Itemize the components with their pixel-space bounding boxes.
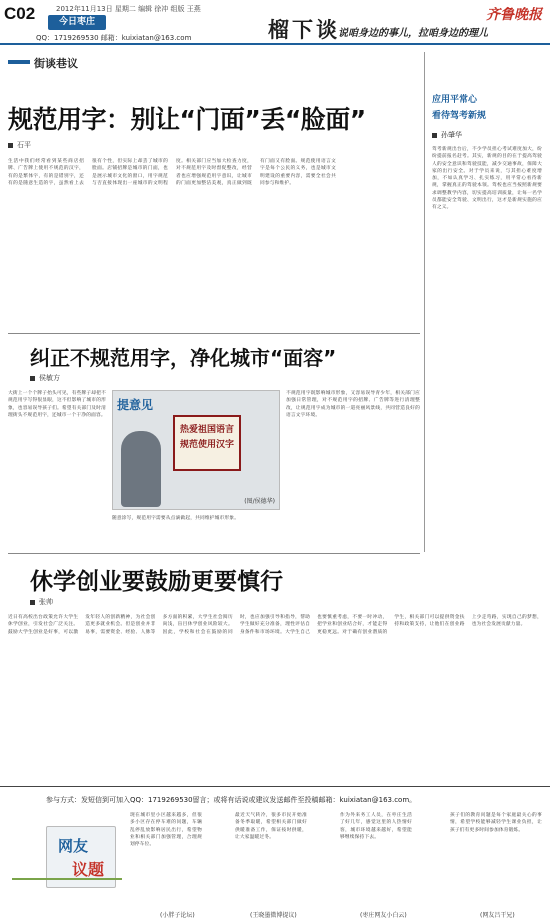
article3-author: 张帅 bbox=[39, 598, 53, 606]
contact-info: QQ：1719269530 邮箱：kuixiatan@163.com bbox=[36, 34, 192, 42]
article3-byline bbox=[30, 597, 53, 607]
column-title: 榴下谈 bbox=[268, 17, 340, 42]
forum-badge-line1: 网友 bbox=[58, 837, 89, 855]
issue-meta: 2012年11月13日 星期二 编辑 徐冲 组版 王燕 bbox=[56, 5, 201, 13]
grass-decoration bbox=[12, 878, 122, 892]
sidebar-headline bbox=[432, 92, 486, 124]
article2-body-left: 大街上一个个牌子抬头可见，有些牌子却把不规范用字写得很显眼，这不但影响了城市的形象，也容易误导孩子们。希望有关部门及时清理街头不规范用字，还城市一个干净的面容。 bbox=[8, 391, 106, 418]
bullet-icon bbox=[432, 133, 437, 138]
sidebar-author: 孙肇华 bbox=[441, 131, 462, 139]
divider bbox=[0, 786, 550, 787]
sidebar-headline-line1: 应用平常心 bbox=[432, 95, 478, 105]
forum-signature: (小胖子论坛) bbox=[160, 912, 195, 919]
divider bbox=[8, 333, 420, 334]
forum-signature: (网友吕干兄) bbox=[480, 912, 515, 919]
article2-byline bbox=[30, 373, 60, 383]
page-header bbox=[0, 0, 550, 46]
article3-headline: 休学创业要鼓励更要慎行 bbox=[30, 569, 283, 595]
section-label-bar bbox=[8, 60, 30, 64]
article1-author: 石平 bbox=[17, 141, 31, 149]
forum-post: 现在城市里小区越来越多，但很多小区存在停车难的问题，车辆乱停乱放影响居民出行，希望物业和相关部门加强管理，合理规划停车位。 bbox=[130, 813, 202, 848]
divider bbox=[8, 553, 420, 554]
sidebar-body: 驾考新规出台后，不少学员担心考试难度加大，纷纷提前报名赶考。其实，新规的目的在于提高驾驶人的安全意识和驾驶技能，减少交通事故，保障大家的出行安全。对于学员来说，与其担心难度增加，不如认真学习、扎实练习，用平常心看待新规，掌握真正的驾驶本领。驾校也应当按照新规要求调整教学内容，切实提高培训质量，让每一名学员都能安全驾驶、文明出行，这才是新规实施的应有之义。 bbox=[432, 147, 542, 211]
forum-badge-line2: 议题 bbox=[72, 860, 105, 879]
article2-photo bbox=[112, 390, 280, 510]
article2-author: 侯敏方 bbox=[39, 374, 60, 382]
forum-post: 作为外来务工人员，在枣庄生活了好几年，感觉这里的人热情好客，城市环境越来越好，希望能够继续保持下去。 bbox=[340, 813, 412, 840]
forum-signature: (王晓墨微博提议) bbox=[250, 912, 297, 919]
section-badge: 今日枣庄 bbox=[48, 15, 106, 30]
page-number: C02 bbox=[4, 4, 36, 23]
person-figure bbox=[121, 431, 161, 507]
sidebar-headline-line2: 看待驾考新规 bbox=[432, 111, 487, 121]
forum-signature: (枣庄网友小白云) bbox=[360, 912, 407, 919]
column-slogan: 说咱身边的事儿，拉咱身边的理儿 bbox=[338, 28, 488, 39]
article2-headline: 纠正不规范用字，净化城市“面容” bbox=[30, 346, 337, 370]
article1-body: 生活中我们经常看到某些商店招牌、广告牌上使用不规范的汉字，有的是繁体字，有的是错别字，还有的是随意生造的字，虽然看上去很有个性，但实际上却丢了城市的脸面。店铺招牌是城市的门面，也是展示城市文化的窗口，用字规范与否直接体现出一座城市的文明程度。相关部门应当加大检查力度，对不规范用字及时督促整改，经营者也应增强规范用字意识，让城市的门面更加整洁美观，真正做到既有门面又有脸面。规范使用语言文字是每个公民的义务，也是城市文明建设的重要内容，需要全社会共同参与和维护。 bbox=[8, 159, 336, 186]
bullet-icon bbox=[30, 600, 35, 605]
photo-banner: 热爱祖国语言 规范使用汉字 bbox=[173, 415, 241, 471]
article1-byline bbox=[8, 140, 31, 150]
forum-instructions: 参与方式：发短信到可加入QQ：1719269530留言；或将有话说或建议发送邮件至投稿邮箱：kuixiatan@163.com。 bbox=[46, 796, 417, 804]
newspaper-logo: 齐鲁晚报 bbox=[486, 7, 542, 23]
article2-body-right: 不规范用字既影响城市形象，又容易误导青少年，相关部门应加强日常管理，对不规范用字的招牌、广告牌等进行清理整改，让规范用字成为城市的一道亮丽风景线，共同营造良好的语言文字环境。 bbox=[286, 391, 420, 418]
photo-caption: 随意涂写，规范用字需要从点滴做起，共同维护城市形象。 bbox=[112, 516, 240, 521]
bullet-icon bbox=[8, 143, 13, 148]
forum-post: 最近天气转冷，很多市民开始准备冬季取暖，希望相关部门做好供暖准备工作，保证按时供暖，让大家温暖过冬。 bbox=[235, 813, 307, 840]
forum-post: 孩子们的教育问题是每个家庭最关心的事情，希望学校能够减轻学生课业负担，让孩子们有更多时间参加体育锻炼。 bbox=[450, 813, 542, 833]
photo-credit: (图/侯德华) bbox=[244, 498, 275, 505]
article1-headline: 规范用字：别让“门面”丢“脸面” bbox=[8, 105, 366, 134]
sidebar-byline bbox=[432, 130, 462, 140]
bullet-icon bbox=[30, 376, 35, 381]
photo-caption-title: 提意见 bbox=[117, 398, 154, 412]
article3-body: 近日有高校出台政策允许大学生休学创业，引发社会广泛关注。鼓励大学生创业是好事，可以激发年轻人的创新精神，为社会创造更多就业机会。但是创业并非易事，需要资金、经验、人脉等多方面的积累，大学生社会阅历尚浅，盲目休学创业风险较大。因此，学校和社会在鼓励的同时，也应加强引导和指导，帮助学生做好充分准备，理性评估自身条件和市场环境。大学生自己也要慎重考虑，不要一时冲动，把学业和创业结合好，才能走得更稳更远。对于确有创业潜质的学生，相关部门可以提供资金扶持和政策支持，让他们在创业路上少走弯路，实现自己的梦想，也为社会发展贡献力量。 bbox=[8, 615, 542, 635]
sidebar-divider bbox=[424, 52, 425, 552]
section-label: 街谈巷议 bbox=[34, 57, 78, 70]
header-rule bbox=[0, 43, 550, 45]
